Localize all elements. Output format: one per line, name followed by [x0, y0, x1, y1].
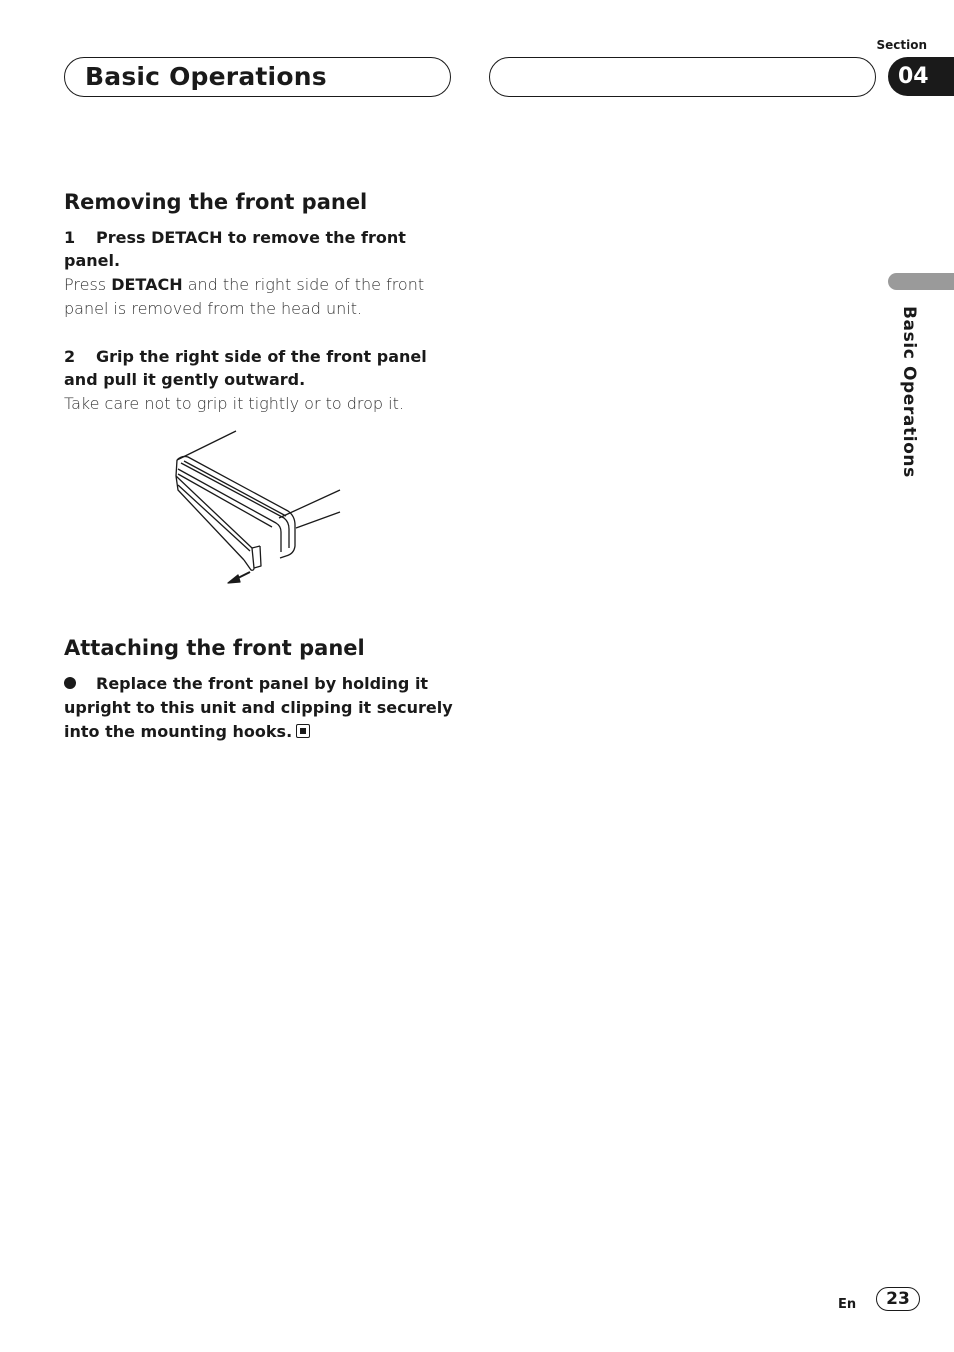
detach-key-label: DETACH — [111, 275, 183, 294]
header-title-frame — [64, 57, 451, 97]
attaching-heading: Attaching the front panel — [64, 636, 365, 660]
step-2-title — [64, 345, 454, 391]
end-of-section-icon — [296, 724, 310, 738]
attaching-instruction — [64, 672, 454, 744]
language-label: En — [838, 1297, 857, 1312]
step-1-body-post: and the right side of the front panel is removed from the head unit. — [64, 275, 425, 318]
attaching-instruction-text: Replace the front panel by holding it upright to this unit and clipping it securely into the mounting hooks. — [64, 674, 453, 741]
side-tab-bar — [888, 273, 954, 290]
section-number-tab: 04 — [888, 57, 954, 96]
side-tab-label: Basic Operations — [899, 306, 919, 478]
step-1-number: 1 — [64, 228, 76, 247]
step-1-body-pre: Press — [64, 275, 112, 294]
front-panel-removal-illustration — [168, 430, 344, 586]
removing-heading: Removing the front panel — [64, 190, 368, 214]
page-number: 23 — [876, 1287, 920, 1311]
bullet-icon — [64, 677, 76, 689]
step-1-title — [64, 226, 454, 272]
step-1-body — [64, 273, 454, 321]
section-label: Section — [876, 38, 927, 52]
step-2-text: Grip the right side of the front panel and pull it gently outward. — [64, 347, 427, 389]
step-2-body: Take care not to grip it tightly or to drop it. — [64, 394, 404, 413]
step-2-number: 2 — [64, 347, 76, 366]
header-blank-frame — [489, 57, 876, 97]
step-1-text: Press DETACH to remove the front panel. — [64, 228, 406, 270]
page-title: Basic Operations — [85, 62, 327, 91]
